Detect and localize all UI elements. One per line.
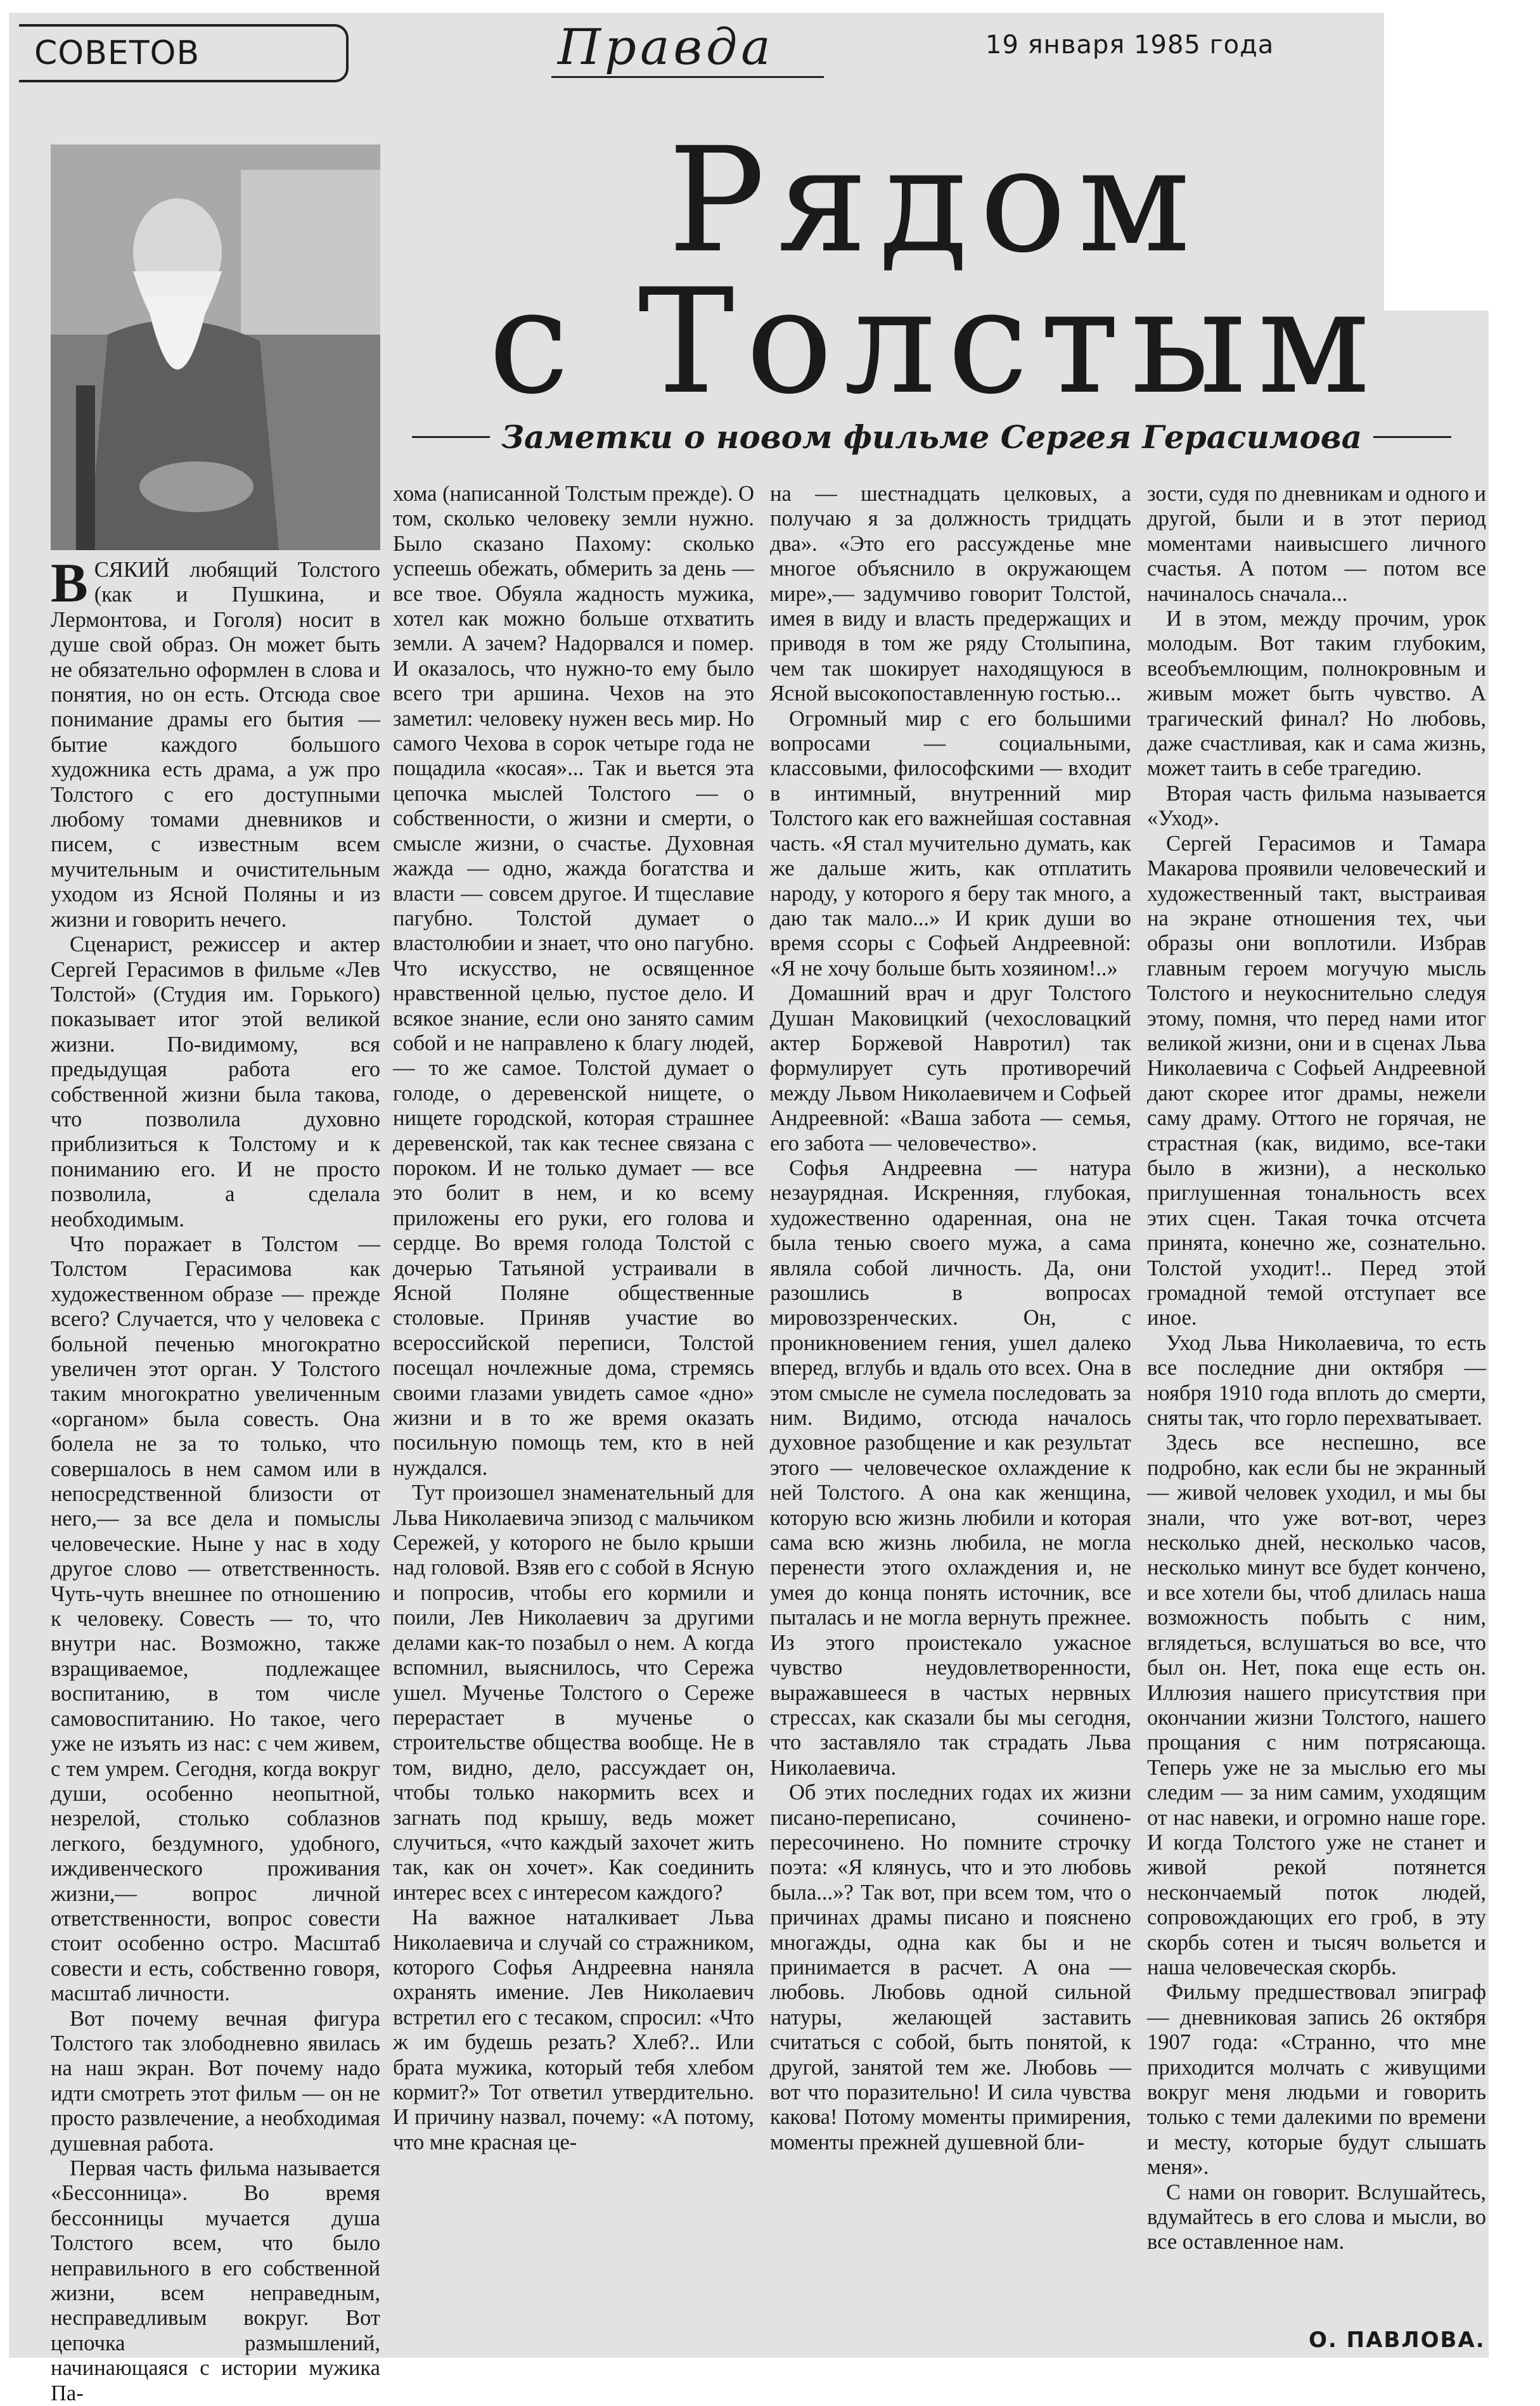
paragraph: Вторая часть фильма называется «Уход».: [1147, 781, 1486, 831]
author-signature: О. ПАВЛОВА.: [1309, 2327, 1485, 2353]
paragraph: Сценарист, режиссер и актер Сергей Герасимов в фильме «Лев Толстой» (Студия им. Горького) показывает итог этой великой жизни. По-видимому, вся предыдущая работа его собственной жизни была такова, что позволила духовно приблизиться к Толстому и к пониманию его. И не просто позволила, а сделала необходимым.: [51, 932, 380, 1232]
paragraph: на — шестнадцать целковых, а получаю я за должность тридцать два». «Это его рассужденье мне многое объяснило в окружающем мире»,— задумчиво говорит Толстой, имея в виду и власть предержащих и приводя в том же ряду Столыпина, чем так шокирует находящуюся в Ясной высокопоставленную гостью...: [770, 482, 1131, 706]
subhead-left-rule: [412, 436, 490, 438]
newspaper-masthead: Правда: [558, 19, 774, 76]
paragraph: Что поражает в Толстом — Толстом Герасимова как художественном образе — прежде всего? Случается, что у человека с больной печенью многократно увеличен этот орган. У Толстого таким многократно увеличенным «органом» была совесть. Она болела не за то только, что совершалось в нем самом или в непосредственной близости от него,— за все дела и помыслы человеческие. Ныне у нас в ходу другое слово — ответственность. Чуть-чуть внешнее по отношению к человеку. Совесть — то, что внутри нас. Возможно, также взращиваемое, подлежащее воспитанию, в том числе самовоспитанию. Но такое, чего уже не изъять из нас: с чем живем, с тем умрем. Сегодня, когда вокруг души, особенно неопытной, незрелой, столько соблазнов легкого, бездумного, удобного, иждивенческого проживания жизни,— вопрос личной ответственности, вопрос совести стоит особенно остро. Масштаб совести и есть, собственно говоря, масштаб личности.: [51, 1232, 380, 2006]
paragraph: Здесь все неспешно, все подробно, как если бы не экранный — живой человек уходил, и мы бы знали, что уже вот-вот, через несколько дней, несколько часов, несколько минут все будет кончено, и все хотели бы, чтоб длилась наша возможность побыть с ним, вглядеться, вслушаться во все, что был он. Нет, пока еще есть он. Иллюзия нашего присутствия при окончании жизни Толстого, нашего прощания с ним потрясающа. Теперь уже не за мыслью его мы следим — за ним самим, уходящим от нас навеки, и огромно наше горе. И когда Толстого уже не станет и живой рекой потянется нескончаемый поток людей, сопровождающих его гроб, в эту скорбь сотен и тысяч вольется и наша человеческая скорбь.: [1147, 1431, 1486, 1979]
text-column-4: [1147, 482, 1486, 2255]
article-subheading: [412, 418, 1451, 456]
paragraph: С нами он говорит. Вслушайтесь, вдумайтесь в его слова и мысли, во все оставленное нам.: [1147, 2180, 1486, 2255]
portrait-illustration: [51, 145, 380, 550]
text-column-1: [51, 553, 380, 2406]
issue-date: 19 января 1985 года: [985, 30, 1274, 60]
paragraph: [51, 553, 380, 932]
text-column-3: [770, 482, 1131, 2155]
drop-cap: В: [51, 553, 88, 614]
paragraph: Тут произошел знаменательный для Льва Николаевича эпизод с мальчиком Сережей, у которого не было крыши над головой. Взяв его с собой в Ясную и попросив, чтобы его кормили и поили, Лев Николаевич за другими делами как-то позабыл о нем. А когда вспомнил, выяснилось, что Сережа ушел. Мученье Толстого о Сереже перерастает в мученье о строительстве общества вообще. Не в том, видно, дело, рассуждает он, чтобы только накормить всех и загнать под крышу, ведь может случиться, «что каждый захочет жить так, как он хочет». Как соединить интерес всех с интересом каждого?: [393, 1481, 754, 1905]
section-rubric: [19, 24, 349, 82]
paragraph: Огромный мир с его большими вопросами — социальными, классовыми, философскими — входит в интимный, внутренний мир Толстого как его важнейшая составная часть. «Я стал мучительно думать, как же дальше жить, как отплатить народу, у которого я беру так много, а даю так мало...» И крик души во время ссоры с Софьей Андреевной: «Я не хочу больше быть хозяином!..»: [770, 706, 1131, 981]
paragraph: Уход Льва Николаевича, то есть все последние дни октября — ноября 1910 года вплоть до смерти, сняты так, что горло перехватывает.: [1147, 1330, 1486, 1431]
paragraph: Вот почему вечная фигура Толстого так злободневно явилась на наш экран. Вот почему надо идти смотреть этот фильм — он не просто развлечение, а необходимая душевная работа.: [51, 2006, 380, 2156]
headline-line-2: с Толстым: [488, 257, 1382, 427]
tolstoy-portrait-photo: [51, 145, 380, 550]
paragraph-text: СЯКИЙ любящий Толстого (как и Пушкина, и Лермонтова, и Гоголя) носит в душе свой образ. Он может быть не обязательно оформлен в слова и понятия, но он есть. Отсюда свое понимание драмы его бытия — бытие каждого большого художника есть драма, а уж про Толстого с его доступными любому томами дневников и писем, с известным всем мучительным и очистительным уходом из Ясной Поляны и из жизни и говорить нечего.: [51, 558, 380, 932]
masthead-underline: [551, 76, 824, 78]
subhead-right-rule: [1373, 436, 1451, 438]
paragraph: Фильму предшествовал эпиграф — дневниковая запись 26 октября 1907 года: «Странно, что мне приходится молчать с живущими вокруг меня людьми и говорить только с теми далекими по времени и месту, которые будут слышать меня».: [1147, 1980, 1486, 2180]
paragraph: Домашний врач и друг Толстого Душан Маковицкий (чехословацкий актер Боржевой Навротил) так формулирует суть противоречий между Львом Николаевичем и Софьей Андреевной: «Ваша забота — семья, его забота — человечество».: [770, 981, 1131, 1155]
subhead-text: Заметки о новом фильме Сергея Герасимова: [501, 418, 1363, 456]
text-column-2: [393, 482, 754, 2155]
article-headline: [415, 116, 1454, 427]
paragraph: Об этих последних годах их жизни писано-переписано, сочинено-пересочинено. Но помните строчку поэта: «Я клянусь, что и это любовь была...»? Так вот, при всем том, что о причинах драмы писано и пояснено многажды, одна как бы и не принимается в расчет. А она — любовь. Любовь одной сильной натуры, желающей заставить считаться с собой, быть понятой, к другой, занятой тем же. Любовь — вот что поразительно! И сила чувства какова! Потому моменты примирения, моменты прежней душевной бли-: [770, 1780, 1131, 2154]
rubric-label: СОВЕТОВ: [34, 34, 200, 72]
paragraph: Первая часть фильма называется «Бессонница». Во время бессонницы мучается душа Толстого всем, что было неправильного в его собственной жизни, всем неправедным, несправедливым вокруг. Вот цепочка размышлений, начинающаяся с истории мужика Па-: [51, 2156, 380, 2405]
paragraph: И в этом, между прочим, урок молодым. Вот таким глубоким, всеобъемлющим, полнокровным и живым может быть чувство. А трагический финал? Но любовь, даже счастливая, как и сама жизнь, может таить в себе трагедию.: [1147, 607, 1486, 781]
paragraph: зости, судя по дневникам и одного и другой, были и в этот период моментами наивысшего личного счастья. А потом — потом все начиналось сначала...: [1147, 482, 1486, 606]
paragraph: хома (написанной Толстым прежде). О том, сколько человеку земли нужно. Было сказано Пахому: сколько успеешь обежать, обмерить за день — все твое. Обуяла жадность мужика, хотел как можно больше отхватить земли. А зачем? Надорвался и помер. И оказалось, что нужно-то ему было всего три аршина. Чехов на это заметил: человеку нужен весь мир. Но самого Чехова в сорок четыре года не пощадила «косая»... Так и вьется эта цепочка мыслей Толстого — о собственности, о жизни и смерти, о смысле жизни, о счастье. Духовная жажда — одно, жажда богатства и власти — совсем другое. И тщеславие пагубно. Толстой думает о властолюбии и знает, что оно пагубно. Что искусство, не освященное нравственной целью, пустое дело. И всякое знание, если оно занято самим собой и не направлено к благу людей,— то же самое. Толстой думает о голоде, о деревенской нищете, о нищете городской, которая страшнее деревенской, так как теснее связана с пороком. И не только думает — все это болит в нем, и ко всему приложены его руки, его голова и сердце. Во время голода Толстой с дочерью Татьяной устраивали в Ясной Поляне общественные столовые. Приняв участие во всероссийской переписи, Толстой посещал ночлежные дома, стремясь своими глазами увидеть самое «дно» жизни и в то же время оказать посильную помощь тем, кто в ней нуждался.: [393, 482, 755, 1480]
paragraph: Софья Андреевна — натура незаурядная. Искренняя, глубокая, художественно одаренная, она не была тенью своего мужа, а сама являла собой личность. Да, они разошлись в вопросах мировоззренческих. Он, с проникновением гения, ушел далеко вперед, вглубь и вдаль ото всех. Она в этом смысле не сумела последовать за ним. Видимо, отсюда началось духовное разобщение и как результат этого — человеческое охлаждение к ней Толстого. А она как женщина, которую всю жизнь любили и которая сама всю жизнь любила, не могла перенести этого охлаждения и, не умея до конца понять источник, все пыталась и не могла вернуть прежнее. Из этого проистекало ужасное чувство неудовлетворенности, выражавшееся в частых нервных стрессах, как сказали бы мы сегодня, что заставляло так страдать Льва Николаевича.: [770, 1155, 1131, 1780]
headline-line-1: Рядом: [667, 116, 1202, 285]
paragraph: Сергей Герасимов и Тамара Макарова проявили человеческий и художественный такт, выстраивая на экране отношения тех, чьи образы они воплотили. Избрав главным героем могучую мысль Толстого и неукоснительно следуя этому, помня, что перед нами итог великой жизни, они и в сценах Льва Николаевича с Софьей Андреевной дают скорее итог драмы, нежели саму драму. Оттого не горячая, не страстная (как, видимо, все-таки было в жизни), а несколько приглушенная тональность всех этих сцен. Такая точка отсчета принята, конечно же, сознательно. Толстой уходит!.. Перед этой громадной темой отступает все иное.: [1147, 831, 1486, 1330]
paragraph: На важное наталкивает Льва Николаевича и случай со стражником, которого Софья Андреевна наняла охранять имение. Лев Николаевич встретил его с тесаком, спросил: «Что ж им будешь резать? Хлеб?.. Или брата мужика, который тебя хлебом кормит?» Тот ответил утвердительно. И причину назвал, почему: «А потому, что мне красная це-: [393, 1905, 754, 2154]
